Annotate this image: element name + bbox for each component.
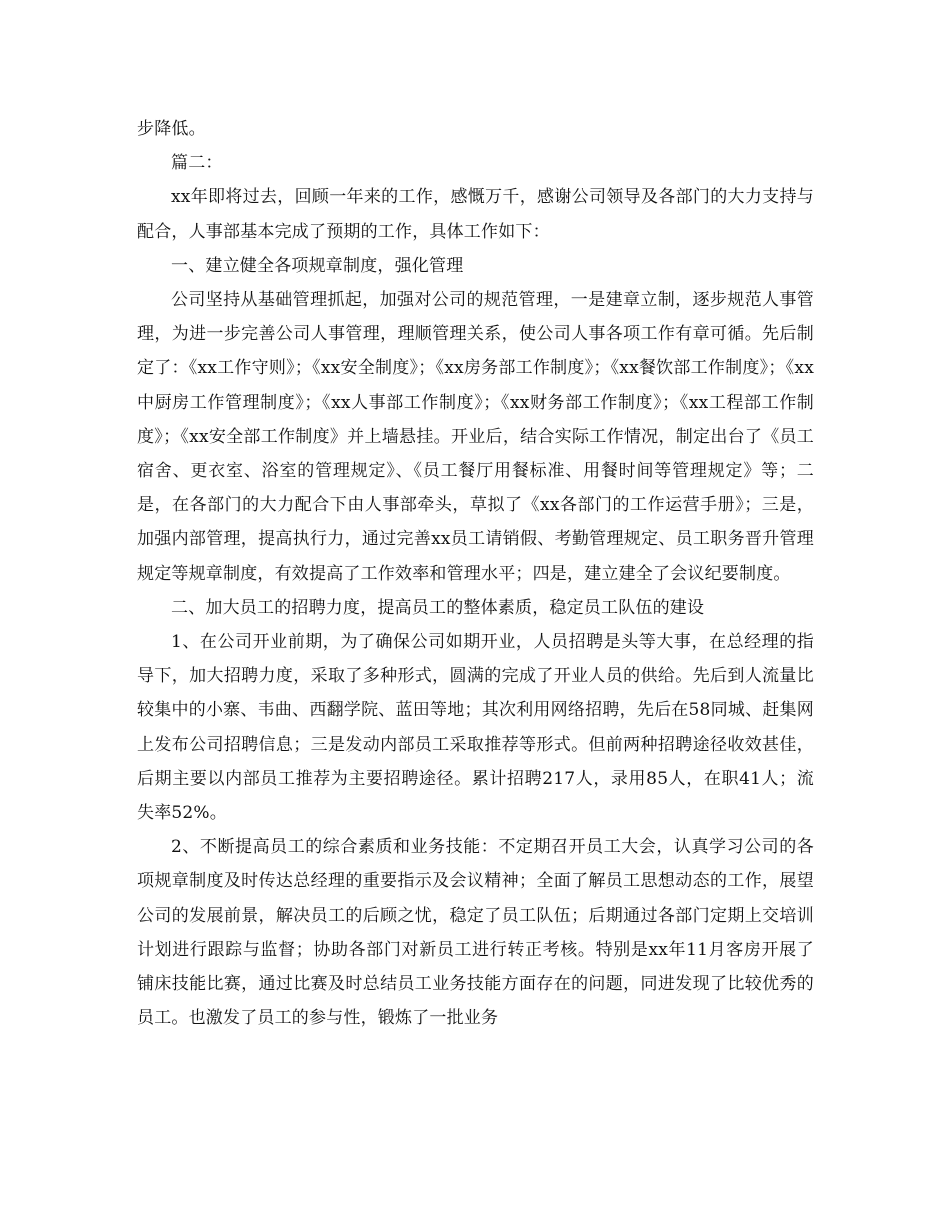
- section-heading-part-two: 篇二：: [171, 153, 223, 174]
- paragraph-intro: xx年即将过去，回顾一年来的工作，感慨万千，感谢公司领导及各部门的大力支持与配合，人事部基本完成了预期的工作，具体工作如下：: [137, 187, 814, 242]
- document-body: [137, 112, 814, 1035]
- paragraph-regulations: 公司坚持从基础管理抓起，加强对公司的规范管理，一是建章立制，逐步规范人事管理，为进一步完善公司人事管理，理顺管理关系，使公司人事各项工作有章可循。先后制定了：《xx工作守则》；《xx安全制度》；《xx房务部工作制度》；《xx餐饮部工作制度》；《xx中厨房工作管理制度》；《xx人事部工作制度》；《xx财务部工作制度》；《xx工程部工作制度》；《xx安全部工作制度》并上墙悬挂。开业后，结合实际工作情况，制定出台了《员工宿舍、更衣室、浴室的管理规定》、《员工餐厅用餐标准、用餐时间等管理规定》等；二是，在各部门的大力配合下由人事部牵头，草拟了《xx各部门的工作运营手册》；三是，加强内部管理，提高执行力，通过完善xx员工请销假、考勤管理规定、员工职务晋升管理规定等规章制度，有效提高了工作效率和管理水平；四是，建立建全了会议纪要制度。: [137, 290, 814, 584]
- paragraph-recruitment: 1、在公司开业前期，为了确保公司如期开业，人员招聘是头等大事，在总经理的指导下，加大招聘力度，采取了多种形式，圆满的完成了开业人员的供给。先后到人流量比较集中的小寨、韦曲、西翻学院、蓝田等地；其次利用网络招聘，先后在58同城、赶集网上发布公司招聘信息；三是发动内部员工采取推荐等形式。但前两种招聘途径收效甚佳，后期主要以内部员工推荐为主要招聘途径。累计招聘217人，录用85人，在职41人；流失率52%。: [137, 632, 814, 824]
- paragraph-training: 2、不断提高员工的综合素质和业务技能：不定期召开员工大会，认真学习公司的各项规章制度及时传达总经理的重要指示及会议精神；全面了解员工思想动态的工作，展望公司的发展前景，解决员工的后顾之忧，稳定了员工队伍；后期通过各部门定期上交培训计划进行跟踪与监督；协助各部门对新员工进行转正考核。特别是xx年11月客房开展了铺床技能比赛，通过比赛及时总结员工业务技能方面存在的问题，同进发现了比较优秀的员工。也激发了员工的参与性，锻炼了一批业务: [137, 837, 814, 1029]
- paragraph-continuation: 步降低。: [137, 119, 206, 139]
- section-heading-2: 二、加大员工的招聘力度，提高员工的整体素质，稳定员工队伍的建设: [171, 597, 705, 618]
- section-heading-1: 一、建立健全各项规章制度，强化管理: [171, 255, 464, 276]
